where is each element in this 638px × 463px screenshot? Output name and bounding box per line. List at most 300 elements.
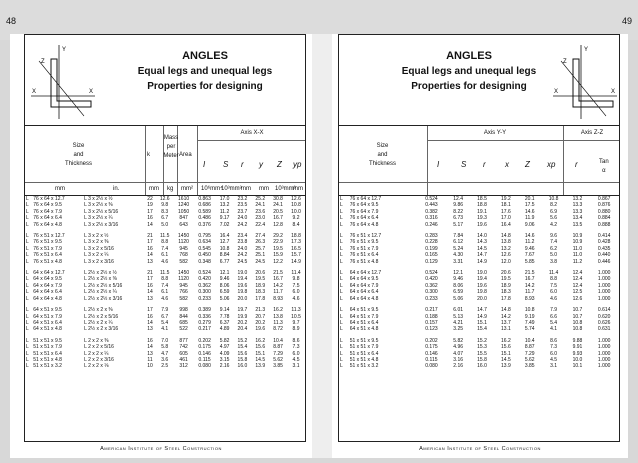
table-cell: 25.7 — [255, 245, 266, 252]
table-cell: 6.0 — [292, 350, 300, 357]
table-cell: 7.4 — [161, 245, 169, 252]
table-cell: L — [26, 208, 29, 215]
table-cell: 20.0 — [477, 295, 487, 302]
table-cell: 4.30 — [453, 252, 464, 259]
table-cell: 8.87 — [524, 344, 535, 351]
table-cell: 64 x 64 x 12.7 — [33, 270, 65, 277]
table-cell: 17.5 — [524, 202, 535, 209]
table-cell: 6.77 — [219, 258, 230, 265]
table-cell: 6.2 — [550, 245, 558, 252]
table-cell: 8.06 — [219, 282, 230, 289]
table-cell: 51 x 51 x 9.5 — [349, 337, 379, 344]
table-cell: 20.7 — [255, 313, 266, 320]
table-cell: 64 x 51 x 4.8 — [349, 326, 379, 333]
table-cell: 7.67 — [524, 252, 535, 259]
table-cell: 10.9 — [572, 239, 583, 246]
table-cell: 4.5 — [550, 356, 558, 363]
table-cell: L 3 x 2½ x ½ — [84, 196, 113, 202]
table-cell: 11.5 — [160, 233, 170, 240]
table-cell: 3.85 — [273, 363, 283, 370]
table-cell: 4.89 — [219, 326, 230, 333]
table-cell: 14 — [147, 319, 153, 326]
table-cell: 64 x 64 x 12.7 — [349, 270, 382, 277]
table-cell: 5.4 — [550, 319, 558, 326]
table-cell: 10 — [147, 363, 153, 370]
table-cell: 7.0 — [161, 337, 169, 344]
table-cell: 19.8 — [477, 289, 487, 296]
table-cell: 17 — [147, 276, 153, 283]
table-cell: 766 — [179, 289, 188, 296]
area-header: Area — [179, 152, 192, 158]
table-cell: L — [26, 295, 29, 302]
table-cell: 64 x 64 x 4.8 — [33, 295, 62, 302]
table-cell: L — [26, 350, 29, 357]
table-cell: 14 — [147, 252, 153, 259]
table-cell: 8.93 — [524, 295, 535, 302]
table-cell: L 2 x 2 x ¼ — [84, 350, 109, 357]
table-cell: L 3 x 2 x ¼ — [84, 252, 109, 259]
table-cell: 5.06 — [219, 295, 230, 302]
table-cell: 16.0 — [237, 363, 248, 370]
table-cell: 13 — [147, 350, 153, 357]
table-cell: L — [26, 337, 29, 344]
table-cell: 4.2 — [550, 221, 558, 228]
table-cell: 8.22 — [453, 208, 464, 215]
footer: American Institute of Steel Construction — [419, 446, 541, 452]
table-cell: 10.1 — [572, 363, 583, 370]
table-cell: 13.5 — [572, 221, 583, 228]
table-cell: L 2½ x 2½ x ½ — [84, 270, 117, 277]
table-cell: L 2½ x 2½ x 3/16 — [84, 295, 123, 302]
table-cell: 19.4 — [477, 276, 487, 283]
table-cell: L — [340, 326, 343, 333]
table-cell: 12.4 — [572, 282, 583, 289]
table-cell: 14.7 — [477, 307, 487, 314]
table-cell: 15.1 — [255, 350, 266, 357]
table-cell: 0.175 — [425, 344, 438, 351]
table-cell: 11.7 — [273, 289, 283, 296]
table-cell: L — [26, 270, 29, 277]
table-cell: L 2½ x 2 x 3/16 — [84, 326, 119, 333]
right-header — [338, 34, 620, 126]
table-cell: 19.5 — [273, 245, 283, 252]
table-cell: L — [26, 233, 29, 240]
table-cell: 20.4 — [237, 326, 248, 333]
table-cell: 0.348 — [198, 258, 211, 265]
table-cell: 1.000 — [597, 295, 611, 302]
page-subtitle: Equal legs and unequal legs — [401, 66, 537, 77]
table-cell: 14.2 — [273, 282, 283, 289]
table-cell: 0.486 — [198, 215, 211, 222]
table-cell: 15.2 — [237, 337, 248, 344]
table-cell: 19.6 — [237, 282, 248, 289]
table-cell: L 2½ x 2½ x ¼ — [84, 289, 117, 296]
table-cell: L — [340, 221, 343, 228]
table-cell: 6.01 — [453, 307, 464, 314]
table-cell: 0.115 — [198, 356, 211, 363]
axis-xx-header: Axis X-X — [240, 130, 264, 136]
table-cell: 51 x 51 x 9.5 — [33, 337, 62, 344]
table-cell: L — [26, 258, 29, 265]
table-cell: 0.362 — [425, 282, 438, 289]
table-cell: 51 x 51 x 6.4 — [349, 350, 379, 357]
table-cell: 19.2 — [501, 196, 511, 202]
table-cell: 64 x 64 x 9.5 — [349, 276, 379, 283]
table-cell: 13.1 — [501, 326, 511, 333]
table-cell: 9.86 — [453, 202, 464, 209]
table-cell: L — [26, 363, 29, 370]
table-cell: 2.16 — [453, 363, 464, 370]
table-cell: 10.8 — [572, 326, 583, 333]
table-cell: 13.2 — [572, 196, 583, 202]
table-cell: 76 x 64 x 4.8 — [33, 221, 62, 228]
table-cell: 20.1 — [524, 196, 535, 202]
table-cell: 20.0 — [237, 295, 248, 302]
table-cell: 13.2 — [501, 245, 511, 252]
table-cell: 605 — [179, 350, 188, 357]
table-cell: 685 — [179, 319, 188, 326]
table-cell: 0.188 — [425, 313, 438, 320]
table-cell: 76 x 64 x 7.9 — [349, 208, 379, 215]
table-cell: 19.0 — [237, 270, 248, 277]
table-cell: 23.7 — [237, 208, 248, 215]
table-cell: 8.84 — [219, 252, 230, 259]
table-cell: 27.4 — [255, 233, 266, 240]
table-cell: 6.59 — [219, 289, 230, 296]
table-cell: 76 x 64 x 9.5 — [349, 202, 379, 209]
left-properties-table — [25, 196, 305, 370]
table-cell: 15.8 — [237, 356, 248, 363]
table-cell: 64 x 64 x 7.9 — [349, 282, 379, 289]
table-cell: L — [26, 344, 29, 351]
table-cell: 7.78 — [219, 313, 230, 320]
table-cell: 1.000 — [597, 356, 611, 363]
table-cell: L — [340, 252, 343, 259]
table-cell: 76 x 51 x 7.9 — [349, 245, 379, 252]
table-cell: 20.6 — [255, 270, 266, 277]
table-cell: 15.8 — [477, 356, 487, 363]
table-cell: 0.129 — [425, 258, 438, 265]
table-cell: 0.443 — [425, 202, 438, 209]
table-cell: 51 x 51 x 4.8 — [33, 356, 62, 363]
table-cell: 14 — [147, 344, 153, 351]
table-cell: 5.0 — [550, 252, 558, 259]
table-cell: L — [340, 202, 343, 209]
table-cell: 9.8 — [292, 276, 300, 283]
table-cell: L — [340, 307, 343, 314]
size-header: Size and Thickness — [65, 143, 93, 167]
table-cell: 13.9 — [255, 363, 266, 370]
table-cell: 643 — [179, 221, 188, 228]
table-cell: 6.12 — [453, 239, 464, 246]
table-cell: 0.123 — [425, 326, 438, 333]
table-cell: 4.1 — [161, 326, 169, 333]
table-cell: 14.6 — [524, 208, 535, 215]
table-cell: 12.2 — [273, 258, 283, 265]
table-cell: 16.7 — [273, 276, 283, 283]
table-cell: 7.9 — [161, 307, 169, 314]
table-cell: 21 — [147, 270, 153, 277]
table-cell: 6.0 — [292, 289, 300, 296]
table-cell: 7.02 — [219, 221, 230, 228]
table-cell: 6.37 — [219, 319, 230, 326]
table-cell: 0.199 — [425, 245, 438, 252]
table-cell: 10.8 — [548, 196, 559, 202]
axis-zz-header: Axis Z-Z — [580, 130, 604, 136]
table-cell: 8.06 — [453, 282, 464, 289]
table-cell: 0.420 — [198, 276, 211, 283]
table-cell: 0.795 — [198, 233, 211, 240]
table-cell: 0.863 — [198, 196, 211, 202]
table-cell: 12.8 — [273, 221, 283, 228]
table-cell: 7.5 — [550, 282, 558, 289]
table-cell: 76 x 51 x 9.5 — [349, 239, 379, 246]
table-cell: L — [340, 270, 343, 277]
table-cell: 1450 — [178, 270, 190, 277]
table-cell: 0.283 — [425, 233, 438, 240]
table-cell: 0.686 — [198, 202, 211, 209]
table-cell: 15.9 — [273, 252, 283, 259]
table-cell: 14.5 — [477, 245, 487, 252]
table-cell: 17 — [147, 208, 153, 215]
table-cell: L 2 x 2 x ⅜ — [84, 337, 109, 344]
right-column-headers: Size and Thickness Axis Y-Y Axis Z-Z I S r x Z xp r Tan α — [338, 126, 620, 196]
svg-text:X: X — [611, 89, 616, 95]
table-cell: L — [26, 307, 29, 314]
table-cell: 26.3 — [255, 239, 266, 246]
table-cell: L 2½ x 2 x ⅜ — [84, 307, 113, 314]
table-cell: L 3 x 2 x 5/16 — [84, 245, 114, 252]
table-cell: 14.6 — [524, 233, 535, 240]
table-cell: 1120 — [178, 239, 189, 246]
table-cell: 17.6 — [501, 208, 511, 215]
angle-section-figure — [551, 41, 619, 121]
table-cell: 0.202 — [198, 337, 211, 344]
table-cell: 0.175 — [198, 344, 211, 351]
table-cell: 13 — [147, 295, 153, 302]
table-cell: 582 — [179, 258, 188, 265]
table-cell: 16 — [147, 245, 153, 252]
table-cell: L 3 x 2 x 3/16 — [84, 258, 114, 265]
table-cell: L — [340, 258, 343, 265]
table-cell: L 2½ x 2½ x 5/16 — [84, 282, 123, 289]
table-cell: 844 — [179, 313, 188, 320]
table-cell: 19 — [147, 202, 153, 209]
table-cell: 18.9 — [501, 282, 511, 289]
table-cell: 13.2 — [219, 202, 230, 209]
table-cell: 9.17 — [219, 215, 230, 222]
table-cell: 15.6 — [255, 344, 266, 351]
table-cell: L — [340, 215, 343, 222]
table-cell: 51 x 51 x 6.4 — [33, 350, 62, 357]
table-cell: 7.49 — [524, 319, 535, 326]
table-cell: 0.300 — [198, 289, 211, 296]
table-cell: 12.5 — [572, 289, 583, 296]
table-cell: 0.428 — [597, 239, 611, 246]
table-cell: L — [26, 356, 29, 363]
table-cell: 20.6 — [501, 270, 511, 277]
table-cell: 19.6 — [255, 326, 266, 333]
table-cell: L 3 x 2½ x 5/16 — [84, 208, 119, 215]
table-cell: 0.382 — [425, 208, 438, 215]
table-cell: 19.6 — [477, 282, 487, 289]
table-cell: L 3 x 2½ x ¼ — [84, 215, 113, 222]
book-gutter — [312, 34, 332, 458]
table-cell: 21.5 — [273, 270, 283, 277]
table-cell: 10.0 — [572, 356, 583, 363]
table-cell: L — [26, 326, 29, 333]
table-cell: 3.15 — [219, 356, 230, 363]
table-cell: 19.4 — [237, 276, 248, 283]
table-cell: 76 x 51 x 4.8 — [33, 258, 62, 265]
table-cell: 0.233 — [425, 295, 438, 302]
table-cell: 998 — [179, 307, 188, 314]
table-cell: 76 x 64 x 6.4 — [33, 215, 62, 222]
table-cell: L — [340, 245, 343, 252]
table-cell: L — [26, 313, 29, 320]
table-cell: 1.000 — [597, 337, 611, 344]
table-cell: 11.3 — [291, 307, 301, 314]
table-cell: 76 x 64 x 9.5 — [33, 202, 62, 209]
table-cell: 25.2 — [255, 196, 266, 202]
table-cell: 64 x 51 x 7.9 — [33, 313, 62, 320]
page-number-left: 48 — [6, 16, 17, 26]
table-cell: 11.4 — [291, 270, 301, 277]
table-cell: 6.0 — [550, 289, 558, 296]
table-cell: 11.0 — [572, 252, 583, 259]
table-cell: 5.74 — [524, 326, 535, 333]
table-cell: 10.0 — [291, 208, 301, 215]
page-title: ANGLES — [446, 50, 492, 62]
table-cell: 11.2 — [572, 258, 583, 265]
table-cell: 1610 — [178, 196, 190, 202]
right-page — [332, 34, 628, 458]
table-cell: 0.202 — [425, 337, 438, 344]
table-cell: 19.7 — [237, 307, 248, 314]
axis-yy-header: Axis Y-Y — [483, 130, 507, 136]
table-cell: 17.3 — [291, 239, 301, 246]
table-cell: 51 x 51 x 7.9 — [349, 344, 379, 351]
table-cell: L 3 x 2 x ½ — [84, 233, 109, 240]
svg-text:Y: Y — [62, 47, 67, 53]
table-cell: 0.446 — [597, 258, 611, 265]
table-cell: 14.5 — [255, 356, 266, 363]
footer: American Institute of Steel Construction — [100, 446, 222, 452]
table-cell: 6.9 — [550, 208, 558, 215]
table-cell: 7.9 — [550, 307, 558, 314]
table-cell: 3.85 — [524, 363, 535, 370]
table-cell: 18.8 — [291, 233, 301, 240]
table-cell: 15.2 — [477, 337, 487, 344]
table-cell: L — [26, 239, 29, 246]
table-cell: 19.9 — [237, 313, 248, 320]
table-cell: 18.8 — [477, 202, 487, 209]
table-cell: 1.000 — [597, 270, 611, 277]
table-cell: 1.000 — [597, 276, 611, 283]
table-cell: L — [26, 252, 29, 259]
table-cell: 76 x 51 x 12.7 — [33, 233, 65, 240]
table-cell: 15.7 — [291, 252, 301, 259]
table-cell: L — [340, 350, 343, 357]
table-cell: 7.5 — [292, 282, 300, 289]
table-cell: 14.2 — [524, 282, 535, 289]
table-cell: 16.7 — [273, 215, 283, 222]
table-cell: 21.5 — [524, 270, 535, 277]
table-cell: L — [26, 202, 29, 209]
table-cell: 9.19 — [524, 313, 535, 320]
table-cell: 0.524 — [198, 270, 211, 277]
table-cell: L — [340, 289, 343, 296]
table-cell: 12.7 — [219, 239, 230, 246]
table-cell: 4.5 — [292, 356, 300, 363]
table-cell: 13 — [147, 326, 153, 333]
table-cell: 5.85 — [524, 258, 535, 265]
table-cell: 16.4 — [501, 221, 511, 228]
table-cell: 14.9 — [477, 313, 487, 320]
table-cell: 13.8 — [501, 239, 511, 246]
table-row — [339, 363, 619, 369]
table-cell: 24.5 — [255, 258, 266, 265]
table-cell: 0.440 — [597, 252, 611, 259]
table-cell: 12.4 — [572, 270, 583, 277]
table-cell: 30.8 — [273, 196, 283, 202]
table-cell: L — [340, 295, 343, 302]
table-cell: L 2½ x 2 x 5/16 — [84, 313, 119, 320]
table-cell: 1240 — [178, 202, 190, 209]
table-cell: 0.217 — [425, 307, 438, 314]
table-cell: 76 x 51 x 4.8 — [349, 258, 379, 265]
table-cell: 16 — [147, 282, 153, 289]
table-cell: 15.6 — [237, 350, 248, 357]
table-cell: 10.8 — [572, 319, 583, 326]
table-cell: 16.4 — [219, 233, 230, 240]
table-cell: 14 — [147, 289, 153, 296]
table-cell: 15.6 — [501, 344, 511, 351]
table-cell: 64 x 64 x 6.4 — [349, 289, 379, 296]
table-cell: 8.3 — [161, 208, 169, 215]
table-cell: 19.3 — [477, 215, 487, 222]
table-cell: 17.0 — [219, 196, 230, 202]
table-cell: 64 x 51 x 6.4 — [349, 319, 379, 326]
left-page — [10, 34, 312, 458]
table-cell: 17.8 — [501, 295, 511, 302]
table-cell: 312 — [179, 363, 188, 370]
table-cell: 15.4 — [477, 326, 487, 333]
svg-text:X: X — [32, 89, 37, 95]
table-cell: 3.31 — [453, 258, 464, 265]
table-cell: 7.29 — [273, 350, 283, 357]
table-cell: 8.72 — [273, 326, 283, 333]
table-cell: 0.389 — [198, 307, 211, 314]
table-cell: 2.16 — [219, 363, 230, 370]
table-cell: 0.157 — [425, 319, 438, 326]
table-cell: 11.3 — [273, 319, 283, 326]
table-cell: 6.7 — [161, 313, 169, 320]
table-cell: L — [340, 319, 343, 326]
table-cell: 0.300 — [425, 289, 438, 296]
table-cell: 12.6 — [501, 252, 511, 259]
table-cell: 0.414 — [597, 233, 611, 240]
table-cell: 4.6 — [292, 295, 300, 302]
table-cell: 8.2 — [550, 202, 558, 209]
table-cell: 18.3 — [255, 289, 266, 296]
table-cell: 15.1 — [501, 350, 511, 357]
table-cell: 0.246 — [425, 221, 438, 228]
table-cell: 0.450 — [198, 252, 211, 259]
table-cell: 0.589 — [198, 208, 211, 215]
table-cell: 5.13 — [453, 313, 464, 320]
table-cell: 17 — [147, 239, 153, 246]
